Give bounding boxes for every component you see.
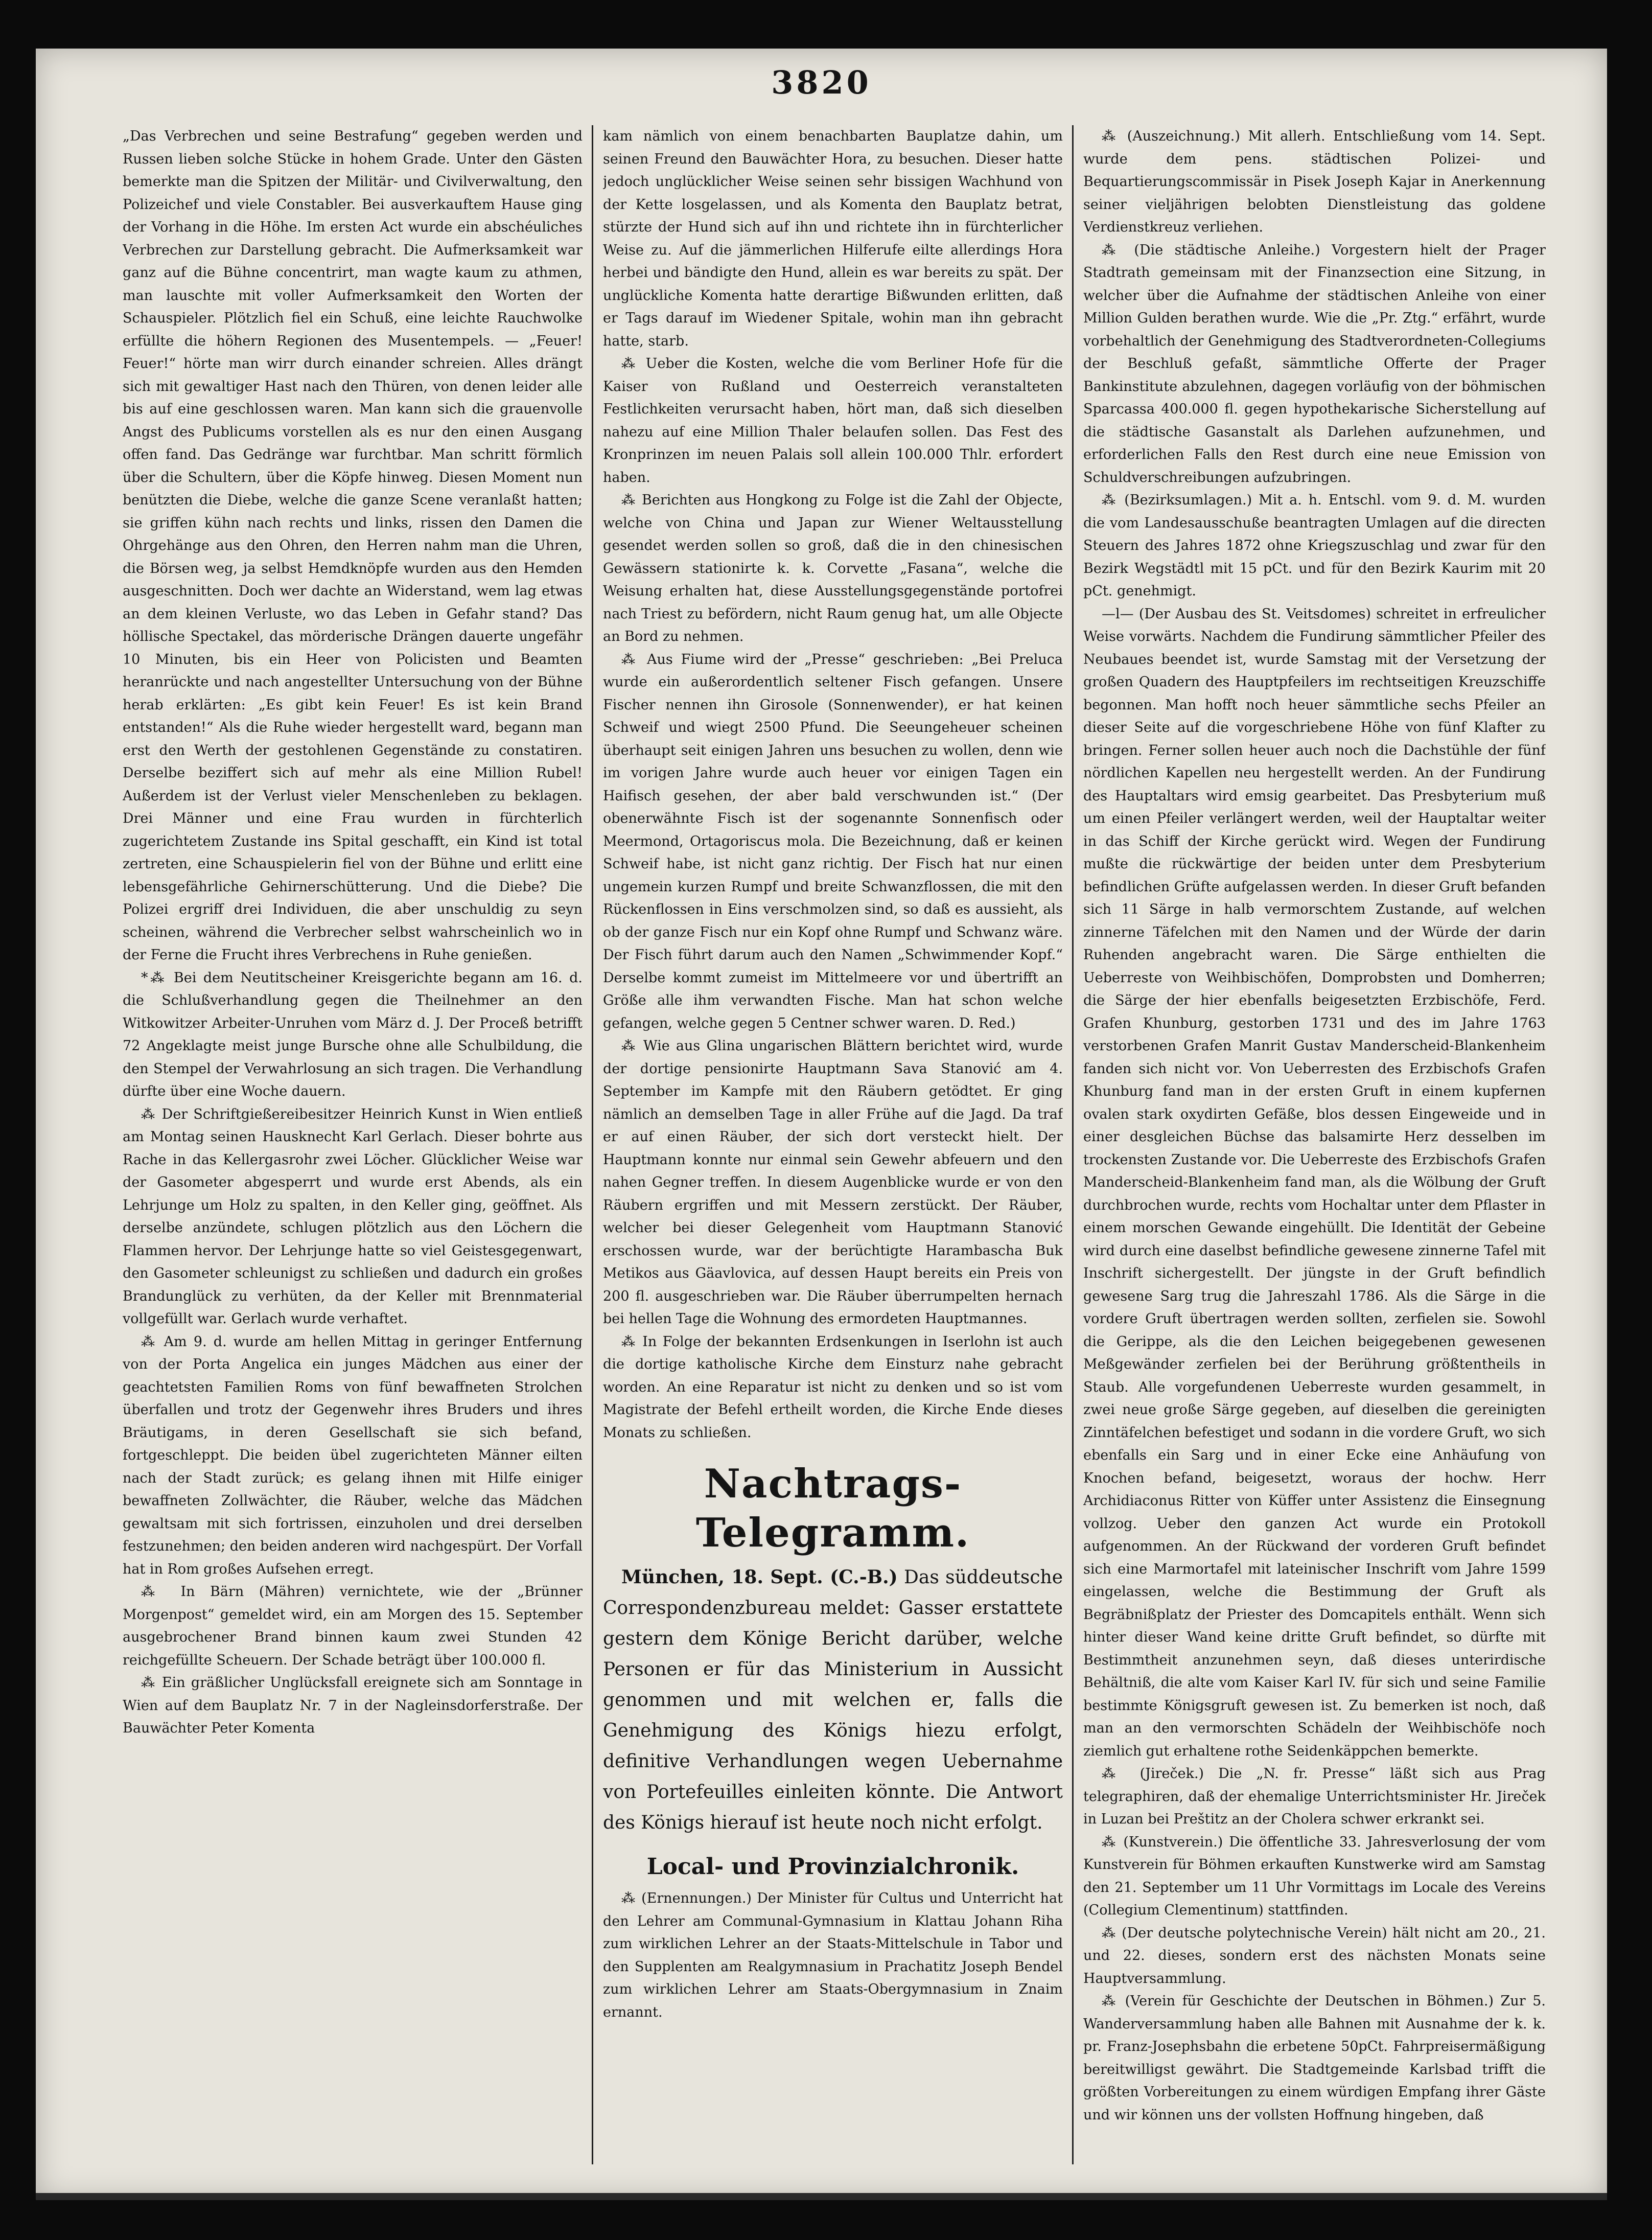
- article-paragraph: ⁂ (Kunstverein.) Die öffentliche 33. Jahresverlosung der vom Kunstverein für Böhmen erkauften Kunstwerke wird am Samstag den 21. September um 11 Uhr Vormittags im Locale des Vereins (Collegium Clementinum) stattfinden.: [1083, 1834, 1546, 1918]
- article-paragraph: ⁂ (Die städtische Anleihe.) Vorgestern hielt der Prager Stadtrath gemeinsam mit der Finanzsection eine Sitzung, in welcher über die Aufnahme der städtischen Anleihe von einer Million Gulden berathen wurde. Wie die „Pr. Ztg.“ erfährt, wurde vorbehaltlich der Genehmigung des Stadtverordneten-Collegiums der Beschluß gefaßt, sämmtliche Offerte der Prager Bankinstitute abzulehnen, dagegen vorläufig von der böhmischen Sparcassa 400.000 fl. gegen hypothekarische Sicherstellung auf die städtische Gasanstalt als Darlehen aufzunehmen, und erforderlichen Falls den Rest durch eine neue Emission von Schuldverschreibungen aufzubringen.: [1083, 242, 1546, 486]
- newspaper-page: [36, 49, 1607, 2200]
- article-paragraph: —l— (Der Ausbau des St. Veitsdomes) schreitet in erfreulicher Weise vorwärts. Nachdem die Fundirung sämmtlicher Pfeiler des Neubaues beendet ist, wurde Samstag mit der Versetzung der großen Quadern des Hauptpfeilers im rechtseitigen Kreuzschiffe begonnen. Man hofft noch heuer sämmtliche sechs Pfeiler an dieser Seite auf die vorgeschriebene Höhe von fünf Klafter zu bringen. Ferner sollen heuer auch noch die Dachstühle der fünf nördlichen Kapellen neu hergestellt werden. An der Fundirung des Hauptaltars wird emsig gearbeitet. Das Presbyterium muß um einen Pfeiler verlängert werden, weil der Hauptaltar weiter in das Schiff der Kirche gerückt wird. Wegen der Fundirung mußte die rückwärtige der beiden unter dem Presbyterium befindlichen Grüfte aufgelassen werden. In dieser Gruft befanden sich 11 Särge in halb vermorschtem Zustande, auf welchen zinnerne Täfelchen mit den Namen und der Würde der darin Ruhenden angebracht waren. Die Särge enthielten die Ueberreste von Weihbischöfen, Domprobsten und Domherren; die Särge der hier ebenfalls beigesetzten Erzbischöfe, Ferd. Grafen Khunburg, gestorben 1731 und des im Jahre 1763 verstorbenen Grafen Manrit Gustav Manderscheid-Blankenheim fanden sich nicht vor. Von Ueberresten des Erzbischofs Grafen Khunburg fand man in der ersten Gruft in einem kupfernen ovalen stark oxydirten Gefäße, blos dessen Eingeweide und in einer desgleichen Büchse das balsamirte Herz desselben im trockensten Zustande vor. Die Ueberreste des Erzbischofs Grafen Manderscheid-Blankenheim fand man, als die Wölbung der Gruft durchbrochen wurde, rechts vom Hochaltar unter dem Pflaster in einem morschen Gewande eingehüllt. Die Identität der Gebeine wird durch eine daselbst befindliche gewesene zinnerne Tafel mit Inschrift sichergestellt. Der jüngste in der Gruft befindlich gewesene Sarg trug die Jahreszahl 1786. Als die Särge in die vordere Gruft übertragen werden sollten, zerfielen sie. Sowohl die Gerippe, als die den Leichen beigegebenen gewesenen Meßgewänder zerfielen bei der Berührung größtentheils in Staub. Alle vorgefundenen Ueberreste wurden gesammelt, in zwei neue große Särge gegeben, auf dieselben die gereinigten Zinntäfelchen befestiget und sodann in die vordere Gruft, wo sich ebenfalls ein Sarg und in einer Ecke eine Anhäufung von Knochen befand, beigesetzt, woraus der hochw. Herr Archidiaconus Ritter von Küffer unter Assistenz die Einsegnung vollzog. Ueber den ganzen Act wurde ein Protokoll aufgenommen. An der Rückwand der vorderen Gruft befindet sich eine Marmortafel mit lateinischer Inschrift vom Jahre 1599 eingelassen, welche die Bestimmung der Gruft als Begräbnißplatz der Priester des Domcapitels enthält. Wenn sich hinter dieser Wand keine dritte Gruft befindet, so dürfte mit Bestimmtheit anzunehmen seyn, daß dieses unterirdische Behältniß, die alte vom Kaiser Karl IV. für sich und seine Familie bestimmte Königsgruft gewesen ist. Zu bemerken ist noch, daß man an den vermorschten Schädeln der Weihbischöfe noch ziemlich gut erhaltene rothe Seidenkäppchen bemerkte.: [1083, 606, 1546, 1759]
- article-paragraph: ⁂ (Auszeichnung.) Mit allerh. Entschließung vom 14. Sept. wurde dem pens. städtischen Polizei- und Bequartierungscommissär in Pisek Joseph Kajar in Anerkennung seiner vieljährigen belobten Dienstleistung das goldene Verdienstkreuz verliehen.: [1083, 128, 1546, 235]
- article-paragraph: *⁂ Bei dem Neutitscheiner Kreisgerichte begann am 16. d. die Schlußverhandlung gegen die Theilnehmer an den Witkowitzer Arbeiter-Unruhen vom März d. J. Der Proceß betrifft 72 Angeklagte meist junge Bursche ohne alle Schulbildung, die den Stempel der Verwahrlosung an sich tragen. Die Verhandlung dürfte über eine Woche dauern.: [123, 969, 583, 1099]
- article-paragraph: ⁂ (Verein für Geschichte der Deutschen in Böhmen.) Zur 5. Wanderversammlung haben alle Bahnen mit Ausnahme der k. k. pr. Franz-Josephsbahn die erbetene 50pCt. Fahrpreisermäßigung bereitwilligst gewährt. Die Stadtgemeinde Karlsbad trifft die größten Vorbereitungen zu einem würdigen Empfang ihrer Gäste und wir können uns der vollsten Hoffnung hingeben, daß: [1083, 1993, 1546, 2123]
- article-paragraph: ⁂ Am 9. d. wurde am hellen Mittag in geringer Entfernung von der Porta Angelica ein junges Mädchen aus einer der geachtetsten Familien Roms von fünf bewaffneten Strolchen überfallen und trotz der Gegenwehr ihres Bruders und ihres Bräutigams, in deren Gesellschaft sie sich befand, fortgeschleppt. Die beiden übel zugerichteten Männer eilten nach der Stadt zurück; es gelang ihnen mit Hilfe einiger bewaffneten Zollwächter, die Räuber, welche das Mädchen gewaltsam mit sich fortrissen, einzuholen und drei derselben festzunehmen; den beiden anderen wird nachgespürt. Der Vorfall hat in Rom großes Aufsehen erregt.: [123, 1333, 583, 1577]
- column-1: [123, 125, 583, 2164]
- article-paragraph: ⁂ Wie aus Glina ungarischen Blättern berichtet wird, wurde der dortige pensionirte Hauptmann Sava Stanović am 4. September im Kampfe mit den Räubern getödtet. Er ging nämlich an demselben Tage in aller Frühe auf die Jagd. Da traf er auf einen Räuber, der sich dort versteckt hielt. Der Hauptmann konnte nur einmal sein Gewehr abfeuern und den nahen Gegner treffen. In diesem Augenblicke wurde er von den Räubern ergriffen und mit Messern zerstückt. Der Räuber, welcher bei dieser Gelegenheit vom Hauptmann Stanović erschossen wurde, war der berüchtigte Harambascha Buk Metikos aus Gäavlovica, auf dessen Haupt bereits ein Preis von 200 fl. ausgeschrieben war. Die Räuber überrumpelten hernach bei hellen Tage die Wohnung des ermordeten Hauptmannes.: [603, 1038, 1063, 1327]
- article-paragraph: ⁂ (Bezirksumlagen.) Mit a. h. Entschl. vom 9. d. M. wurden die vom Landesausschuße beantragten Umlagen auf die directen Steuern des Jahres 1872 ohne Kriegszuschlag und zwar für den Bezirk Wegstädtl mit 15 pCt. und für den Bezirk Kaurim mit 20 pCt. genehmigt.: [1083, 492, 1546, 599]
- telegram-body: [603, 1562, 1063, 1838]
- page-bottom-edge: [36, 2193, 1607, 2200]
- telegram-heading: Nachtrags-Telegramm.: [695, 1461, 970, 1556]
- page-number: 3820: [771, 64, 872, 101]
- local-chronicle-heading: Local- und Provinzialchronik.: [646, 1854, 1019, 1880]
- telegram-text: Das süddeutsche Correspondenzbureau meldet: Gasser erstattete gestern dem Könige Bericht darüber, welche Personen er für das Ministerium in Aussicht genommen und mit welchen er, falls die Genehmigung des Königs hiezu erfolgt, definitive Verhandlungen wegen Uebernahme von Portefeuilles einleiten könnte. Die Antwort des Königs hierauf ist heute noch nicht erfolgt.: [603, 1567, 1063, 1833]
- article-paragraph: ⁂ Ein gräßlicher Unglücksfall ereignete sich am Sonntage in Wien auf dem Bauplatz Nr. 7 in der Nagleinsdorferstraße. Der Bauwächter Peter Komenta: [123, 1675, 583, 1736]
- article-paragraph: ⁂ (Ernennungen.) Der Minister für Cultus und Unterricht hat den Lehrer am Communal-Gymnasium in Klattau Johann Riha zum wirklichen Lehrer an der Staats-Mittelschule in Tabor und den Supplenten am Realgymnasium in Prachatitz Joseph Bendel zum wirklichen Lehrer am Staats-Obergymnasium in Znaim ernannt.: [603, 1890, 1063, 2020]
- article-paragraph: ⁂ (Jireček.) Die „N. fr. Presse“ läßt sich aus Prag telegraphiren, daß der ehemalige Unterrichtsminister Hr. Jireček in Luzan bei Preštitz an der Cholera schwer erkrankt sei.: [1083, 1766, 1546, 1827]
- article-paragraph: ⁂ Berichten aus Hongkong zu Folge ist die Zahl der Objecte, welche von China und Japan zur Wiener Weltausstellung gesendet werden sollen so groß, daß die in den chinesischen Gewässern stationirte k. k. Corvette „Fasana“, welche die Weisung erhalten hat, diese Ausstellungsgegenstände portofrei nach Triest zu befördern, nicht Raum genug hat, um alle Objecte an Bord zu nehmen.: [603, 492, 1063, 644]
- article-paragraph: ⁂ In Bärn (Mähren) vernichtete, wie der „Brünner Morgenpost“ gemeldet wird, ein am Morgen des 15. September ausgebrochener Brand binnen kaum zwei Stunden 42 reichgefüllte Scheuern. Der Schade beträgt über 100.000 fl.: [123, 1584, 583, 1668]
- article-paragraph: ⁂ (Der deutsche polytechnische Verein) hält nicht am 20., 21. und 22. dieses, sondern erst des nächsten Monats seine Hauptversammlung.: [1083, 1925, 1546, 1987]
- article-paragraph: kam nämlich von einem benachbarten Bauplatze dahin, um seinen Freund den Bauwächter Hora, zu besuchen. Dieser hatte jedoch unglücklicher Weise seinen sehr bissigen Wachhund von der Kette losgelassen, und als Komenta den Bauplatz betrat, stürzte der Hund sich auf ihn und richtete ihn in fürchterlicher Weise zu. Auf die jämmerlichen Hilferufe eilte allerdings Hora herbei und bändigte den Hund, allein es war bereits zu spät. Der unglückliche Komenta hatte derartige Bißwunden erlitten, daß er Tags darauf im Wiedener Spitale, wohin man ihn gebracht hatte, starb.: [603, 128, 1063, 349]
- article-paragraph: ⁂ Aus Fiume wird der „Presse“ geschrieben: „Bei Preluca wurde ein außerordentlich seltener Fisch gefangen. Unsere Fischer nennen ihn Girosole (Sonnenwender), er hat keinen Schweif und wiegt 2500 Pfund. Die Seeungeheuer scheinen überhaupt seit einigen Jahren uns besuchen zu wollen, denn wie im vorigen Jahre wurde auch heuer vor einigen Tagen ein Haifisch gesehen, der aber bald verschwunden ist.“ (Der obenerwähnte Fisch ist der sogenannte Sonnenfisch oder Meermond, Ortagoriscus mola. Die Bezeichnung, daß er keinen Schweif habe, ist nicht ganz richtig. Der Fisch hat nur einen ungemein kurzen Rumpf und breite Schwanzflossen, die mit den Rückenflossen in Eins verschmolzen sind, so daß es aussieht, als ob der ganze Fisch nur ein Kopf ohne Rumpf und Schwanz wäre. Der Fisch führt darum auch den Namen „Schwimmender Kopf.“ Derselbe kommt zumeist im Mittelmeere vor und übertrifft an Größe alle ihm verwandten Fische. Man hat schon welche gefangen, welche gegen 5 Centner schwer waren. D. Red.): [603, 651, 1063, 1031]
- column-divider: [1072, 125, 1074, 2164]
- column-2: [603, 125, 1063, 2164]
- article-paragraph: ⁂ Der Schriftgießereibesitzer Heinrich Kunst in Wien entließ am Montag seinen Hausknecht Karl Gerlach. Dieser bohrte aus Rache in das Kellergasrohr zwei Löcher. Glücklicher Weise war der Gasometer abgesperrt und wurde erst Abends, als ein Lehrjunge um Holz zu spalten, in den Keller ging, geöffnet. Als derselbe anzündete, schlugen plötzlich aus den Löchern die Flammen hervor. Der Lehrjunge hatte so viel Geistesgegenwart, den Gasometer schleunigst zu schließen und dadurch ein großes Brandunglück zu verhüten, da der Keller mit Brennmaterial vollgefüllt war. Gerlach wurde verhaftet.: [123, 1106, 583, 1327]
- column-divider: [592, 125, 593, 2164]
- article-paragraph: „Das Verbrechen und seine Bestrafung“ gegeben werden und Russen lieben solche Stücke in hohem Grade. Unter den Gästen bemerkte man die Spitzen der Militär- und Civilverwaltung, den Polizeichef und viele Constabler. Bei ausverkauftem Hause ging der Vorhang in die Höhe. Im ersten Act wurde ein abschéuliches Verbrechen zur Darstellung gebracht. Die Aufmerksamkeit war ganz auf die Bühne concentrirt, man wagte kaum zu athmen, man lauschte mit voller Aufmerksamkeit den Worten der Schauspieler. Plötzlich fiel ein Schuß, eine leichte Rauchwolke erfüllte die höhern Regionen des Musentempels. — „Feuer! Feuer!“ hörte man wirr durch einander schreien. Alles drängt sich mit gewaltiger Hast nach den Thüren, von denen leider alle bis auf eine geschlossen waren. Man kann sich die grauenvolle Angst des Publicums vorstellen als es nur den einen Ausgang offen fand. Das Gedränge war furchtbar. Man schritt förmlich über die Schultern, über die Köpfe hinweg. Diesen Moment nun benützten die Diebe, welche die ganze Scene veranlaßt hatten; sie griffen kühn nach rechts und links, rissen den Damen die Ohrgehänge aus den Ohren, den Herren nahm man die Uhren, die Börsen weg, ja selbst Hemdknöpfe wurden aus den Hemden ausgeschnitten. Doch wer dachte an Widerstand, wem lag etwas an dem kleinen Verluste, wo das Leben in Gefahr stand? Das höllische Spectakel, das mörderische Drängen dauerte ungefähr 10 Minuten, bis ein Heer von Policisten und Beamten heranrückte und nach angestellter Untersuchung von der Bühne herab erklärten: „Es gibt kein Feuer! Es ist kein Brand entstanden!“ Als die Ruhe wieder hergestellt ward, begann man erst den Werth der gestohlenen Gegenstände zu constatiren. Derselbe beziffert sich auf mehr als eine Million Rubel! Außerdem ist der Verlust vieler Menschenleben zu beklagen. Drei Männer und eine Frau wurden in fürchterlich zugerichtetem Zustande ins Spital geschafft, ein Kind ist total zertreten, eine Schauspielerin fiel von der Bühne und erlitt eine lebensgefährliche Gehirnerschütterung. Und die Diebe? Die Polizei ergriff drei Individuen, die aber unschuldig zu seyn scheinen, während die Verbrecher selbst wahrscheinlich wo in der Ferne die Frucht ihres Verbrechens in Ruhe genießen.: [123, 128, 583, 963]
- telegram-dateline: München, 18. Sept. (C.-B.): [621, 1566, 898, 1588]
- article-paragraph: ⁂ In Folge der bekannten Erdsenkungen in Iserlohn ist auch die dortige katholische Kirche dem Einsturz nahe gebracht worden. An eine Reparatur ist nicht zu denken und so ist vom Magistrate der Befehl ertheilt worden, die Kirche Ende dieses Monats zu schließen.: [603, 1333, 1063, 1441]
- article-paragraph: ⁂ Ueber die Kosten, welche die vom Berliner Hofe für die Kaiser von Rußland und Oesterreich veranstalteten Festlichkeiten verursacht haben, hört man, daß sich dieselben nahezu auf eine Million Thaler belaufen sollen. Das Fest des Kronprinzen im neuen Palais soll allein 100.000 Thlr. erfordert haben.: [603, 356, 1063, 486]
- column-3: [1083, 125, 1546, 2164]
